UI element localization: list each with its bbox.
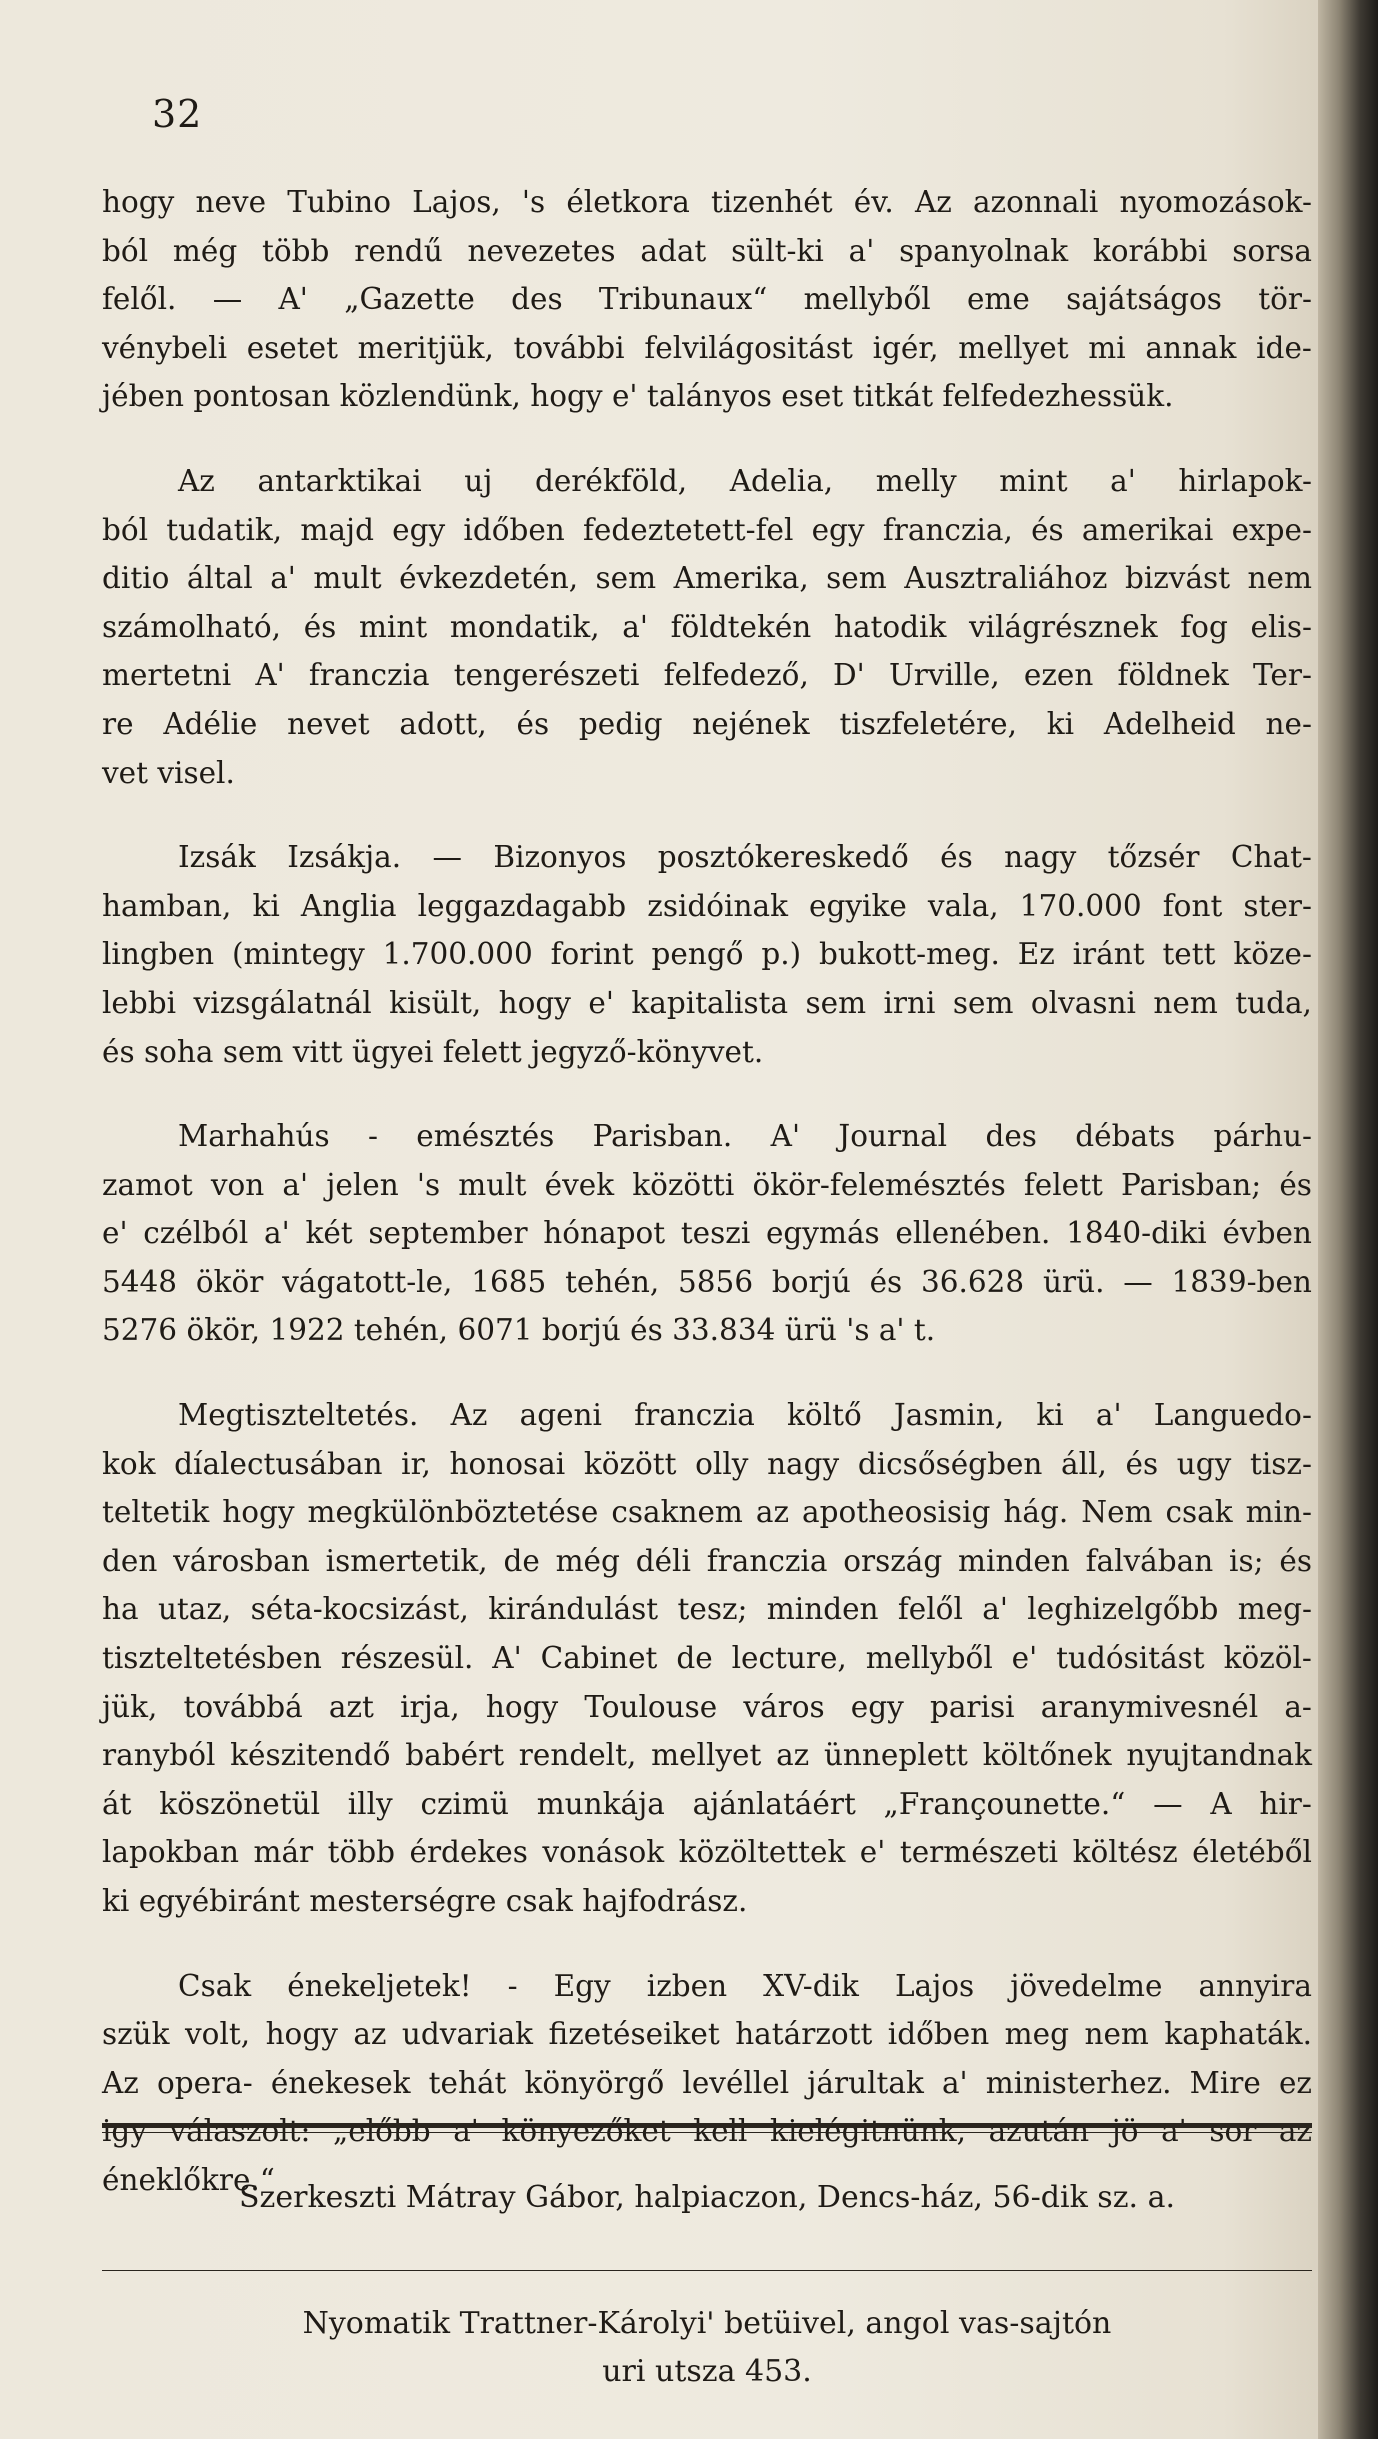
text-line: mertetni A' franczia tengerészeti felfedező, D' Urville, ezen földnek Ter- (102, 658, 1312, 693)
printer-line: Nyomatik Trattner-Károlyi' betüivel, angol vas-sajtón (302, 2306, 1112, 2341)
text-line: igy válaszolt: „előbb a' könyezőket kell kielégitnünk, azután jö a' sor az (102, 2114, 1312, 2149)
article-body (102, 178, 1312, 2205)
paragraph-marhahus (102, 1112, 1312, 1355)
text-line: éneklőkre.“ (102, 2162, 275, 2197)
text-line: Az opera- énekesek tehát könyörgő levéllel járultak a' ministerhez. Mire ez (102, 2065, 1312, 2100)
rule-divider (102, 2270, 1312, 2271)
text-line: át köszönetül illy czimü munkája ajánlatáért „Françounette.“ — A hir- (102, 1786, 1312, 1821)
text-line: hamban, ki Anglia leggazdagabb zsidóinak egyike vala, 170.000 font ster- (102, 888, 1312, 923)
text-line: Csak énekeljetek! - Egy izben XV-dik Lajos jövedelme annyira (178, 1968, 1312, 2003)
paragraph-izsak (102, 833, 1312, 1076)
editor-imprint (102, 2173, 1312, 2223)
text-line: 5448 ökör vágatott-le, 1685 tehén, 5856 borjú és 36.628 ürü. — 1839-ben (102, 1264, 1312, 1299)
text-line: teltetik hogy megkülönböztetése csaknem az apotheosisig hág. Nem csak min- (102, 1495, 1312, 1530)
text-line: Az antarktikai uj derékföld, Adelia, melly mint a' hirlapok- (178, 463, 1312, 498)
text-line: Izsák Izsákja. — Bizonyos posztókereskedő és nagy tőzsér Chat- (178, 840, 1312, 875)
text-line: ranyból készitendő babért rendelt, mellyet az ünneplett költőnek nyujtandnak (102, 1738, 1312, 1773)
text-line: kok díalectusában ir, honosai között olly nagy dicsőségben áll, és ugy tisz- (102, 1446, 1312, 1481)
printer-address: uri utsza 453. (602, 2354, 812, 2389)
paragraph-megtiszteltetes (102, 1391, 1312, 1926)
book-binding-edge (1318, 0, 1378, 2439)
printer-imprint (102, 2300, 1312, 2396)
text-line: ból még több rendű nevezetes adat sült-ki a' spanyolnak korábbi sorsa (102, 233, 1312, 268)
text-line: lingben (mintegy 1.700.000 forint pengő p.) bukott-meg. Ez iránt tett köze- (102, 937, 1312, 972)
paragraph-tubino (102, 178, 1312, 421)
text-line: e' czélból a' két september hónapot teszi egymás ellenében. 1840-diki évben (102, 1216, 1312, 1251)
text-line: Megtiszteltetés. Az ageni franczia költő Jasmin, ki a' Languedo- (178, 1398, 1312, 1433)
text-line: lapokban már több érdekes vonások közöltettek e' természeti költész életéből (102, 1835, 1312, 1870)
text-line: lebbi vizsgálatnál kisült, hogy e' kapitalista sem irni sem olvasni nem tuda, (102, 985, 1312, 1020)
text-line: re Adélie nevet adott, és pedig nejének tiszfeletére, ki Adelheid ne- (102, 706, 1312, 741)
editor-line: Szerkeszti Mátray Gábor, halpiaczon, Dencs-ház, 56-dik sz. a. (239, 2180, 1175, 2215)
text-line: ki egyébiránt mesterségre csak hajfodrász. (102, 1884, 748, 1918)
text-line: jében pontosan közlendünk, hogy e' talányos eset titkát felfedezhessük. (102, 379, 1174, 414)
text-line: felől. — A' „Gazette des Tribunaux“ mellyből eme sajátságos tör- (102, 282, 1312, 317)
text-line: vet visel. (102, 755, 235, 790)
text-line: ha utaz, séta-kocsizást, kirándulást tesz; minden felől a' leghizelgőbb meg- (102, 1592, 1312, 1627)
text-line: 5276 ökör, 1922 tehén, 6071 borjú és 33.834 ürü 's a' t. (102, 1313, 936, 1348)
text-line: és soha sem vitt ügyei felett jegyző-könyvet. (102, 1034, 764, 1069)
text-line: zamot von a' jelen 's mult évek közötti ökör-felemésztés felett Parisban; és (102, 1167, 1312, 1202)
paragraph-enekeljetek (102, 1962, 1312, 2205)
page-number: 32 (152, 92, 203, 136)
text-line: den városban ismertetik, de még déli franczia ország minden falvában is; és (102, 1543, 1312, 1578)
text-line: ból tudatik, majd egy időben fedeztetett-fel egy franczia, és amerikai expe- (102, 512, 1312, 547)
text-line: Marhahús - emésztés Parisban. A' Journal des débats párhu- (178, 1119, 1312, 1154)
text-line: tiszteltetésben részesül. A' Cabinet de lecture, mellyből e' tudósitást közöl- (102, 1641, 1312, 1676)
text-line: hogy neve Tubino Lajos, 's életkora tizenhét év. Az azonnali nyomozások- (102, 185, 1312, 219)
paragraph-adelia (102, 457, 1312, 797)
text-line: jük, továbbá azt irja, hogy Toulouse város egy parisi aranymivesnél a- (102, 1689, 1312, 1724)
text-line: vénybeli esetet meritjük, további felvilágositást igér, mellyet mi annak ide- (102, 330, 1312, 365)
double-rule-divider (102, 2123, 1312, 2133)
text-line: ditio által a' mult évkezdetén, sem Amerika, sem Ausztraliához bizvást nem (102, 561, 1312, 596)
text-line: szük volt, hogy az udvariak fizetéseiket határzott időben meg nem kaphaták. (102, 2017, 1312, 2052)
text-line: számolható, és mint mondatik, a' földtekén hatodik világrésznek fog elis- (102, 609, 1312, 644)
